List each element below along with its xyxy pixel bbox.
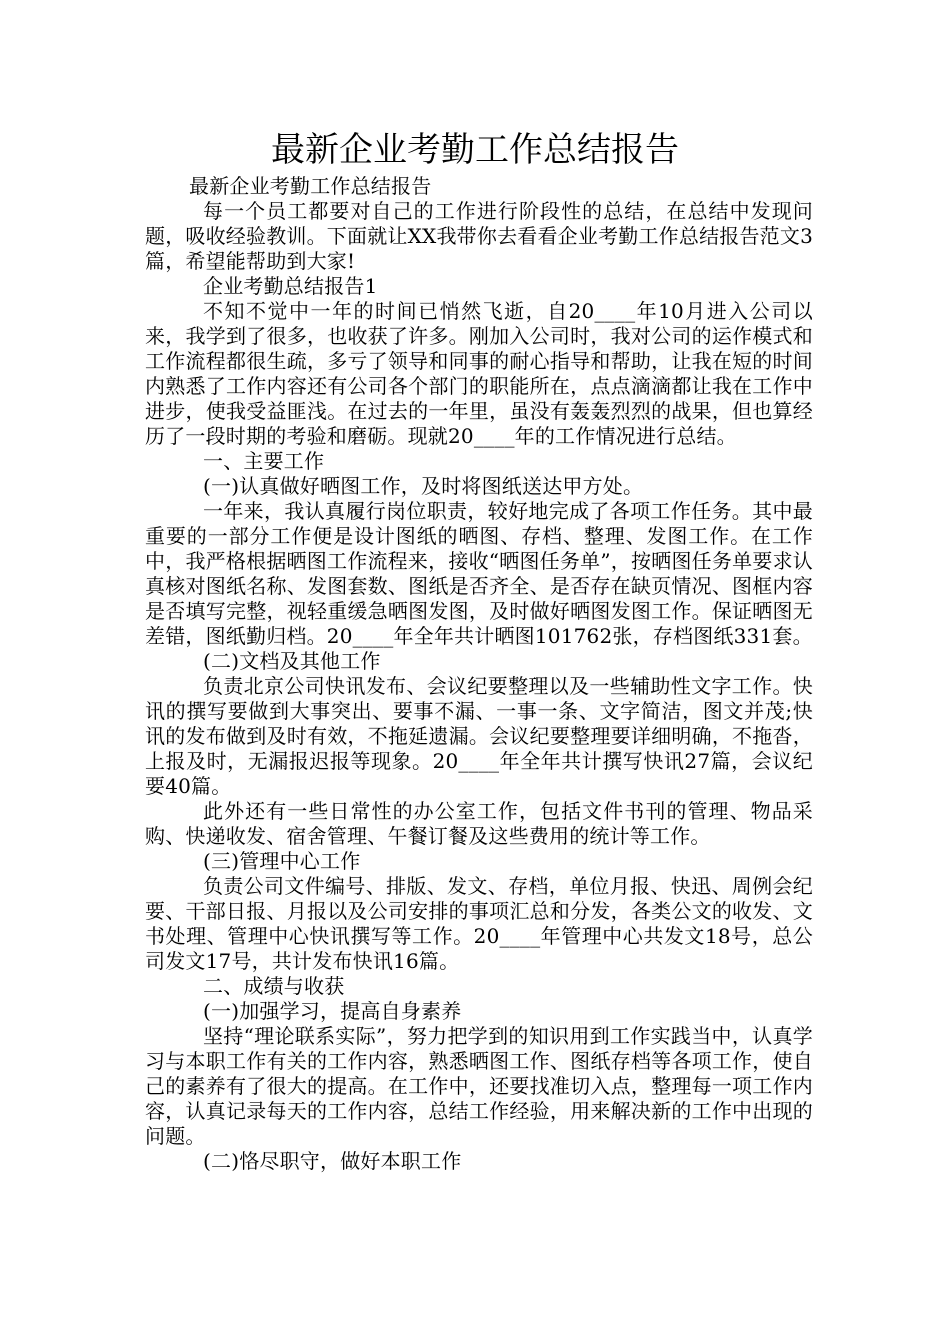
body-paragraph: 不知不觉中一年的时间已悄然飞逝，自20____年10月进入公司以来，我学到了很多，也收获了许多。刚加入公司时，我对公司的运作模式和工作流程都很生疏，多亏了领导和同事的耐心指导和帮助，让我在短的时间内熟悉了工作内容还有公司各个部门的职能所在，点点滴滴都让我在工作中进步，使我受益匪浅。在过去的一年里，虽没有轰轰烈烈的战果，但也算经历了一段时期的考验和磨砺。现就20____年的工作情况进行总结。 (145, 299, 813, 448)
subsection-heading: (二)文档及其他工作 (203, 649, 381, 673)
body-paragraph: 此外还有一些日常性的办公室工作，包括文件书刊的管理、物品采购、快递收发、宿舍管理、午餐订餐及这些费用的统计等工作。 (145, 799, 813, 848)
report-heading: 企业考勤总结报告1 (203, 274, 378, 298)
body-paragraph: 负责北京公司快讯发布、会议纪要整理以及一些辅助性文字工作。快讯的撰写要做到大事突出、要事不漏、一事一条、文字简洁，图文并茂;快讯的发布做到及时有效，不拖延遗漏。会议纪要整理要详细明确，不拖沓，上报及时，无漏报迟报等现象。20____年全年共计撰写快讯27篇，会议纪要40篇。 (145, 674, 813, 798)
document-title: 最新企业考勤工作总结报告 (271, 130, 679, 170)
intro-paragraph: 每一个员工都要对自己的工作进行阶段性的总结，在总结中发现问题，吸收经验教训。下面就让XX我带你去看看企业考勤工作总结报告范文3篇，希望能帮助到大家! (145, 199, 814, 273)
subsection-heading: (三)管理中心工作 (203, 849, 361, 873)
body-paragraph: 一年来，我认真履行岗位职责，较好地完成了各项工作任务。其中最重要的一部分工作便是设计图纸的晒图、存档、整理、发图工作。在工作中，我严格根据晒图工作流程来，接收“晒图任务单”，按晒图任务单要求认真核对图纸名称、发图套数、图纸是否齐全、是否存在缺页情况、图框内容是否填写完整，视轻重缓急晒图发图，及时做好晒图发图工作。保证晒图无差错，图纸勤归档。20____年全年共计晒图101762张，存档图纸331套。 (145, 499, 813, 648)
subsection-heading: (一)认真做好晒图工作，及时将图纸送达甲方处。 (203, 474, 644, 498)
section-heading: 一、主要工作 (203, 449, 325, 473)
section-heading: 二、成绩与收获 (203, 974, 345, 998)
subsection-heading: (一)加强学习，提高自身素养 (203, 999, 462, 1023)
document-body (145, 174, 813, 1174)
document-subtitle: 最新企业考勤工作总结报告 (189, 174, 432, 198)
body-paragraph: 负责公司文件编号、排版、发文、存档，单位月报、快迅、周例会纪要、干部日报、月报以及公司安排的事项汇总和分发，各类公文的收发、文书处理、管理中心快讯撰写等工作。20____年管理中心共发文18号，总公司发文17号，共计发布快讯16篇。 (145, 874, 813, 973)
subsection-heading: (二)恪尽职守，做好本职工作 (203, 1149, 462, 1173)
body-paragraph: 坚持“理论联系实际”，努力把学到的知识用到工作实践当中，认真学习与本职工作有关的工作内容，熟悉晒图工作、图纸存档等各项工作，使自己的素养有了很大的提高。在工作中，还要找准切入点，整理每一项工作内容，认真记录每天的工作内容，总结工作经验，用来解决新的工作中出现的问题。 (145, 1024, 813, 1148)
